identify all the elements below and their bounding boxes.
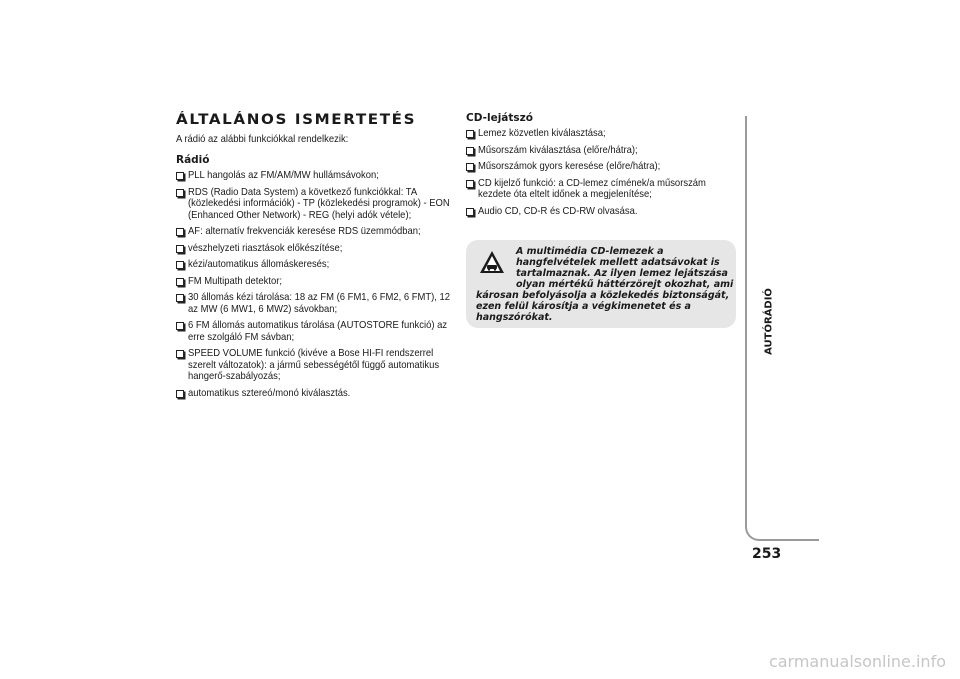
list-item-text: Műsorszám kiválasztása (előre/hátra); [478,143,638,156]
list-item [176,388,452,400]
list-item-text: SPEED VOLUME funkció (kivéve a Bose HI-FI rendszerrel szerelt változatok): a jármű sebességétől függő automatikus hangerő-szabályozás; [188,347,440,382]
list-item [176,276,452,288]
warning-text: A multimédia CD-lemezek a hangfelvételek mellett adatsávokat is tartalmaznak. Az ilyen lemez lejátszása olyan mértékű háttérzörejt okozhat, ami károsan befolyásolja a közlekedés biztonságát, ezen felül károsítja a végkimenetet és a hangszórókat. [476,246,734,323]
cd-subheading: CD-lejátszó [466,112,533,124]
list-item-text: Audio CD, CD-R és CD-RW olvasása. [478,204,638,217]
list-item [176,320,452,343]
list-item-text: automatikus sztereó/monó kiválasztás. [188,386,351,399]
watermark: carmanualsonline.info [768,652,946,671]
checkbox-bullet-icon [466,130,474,138]
checkbox-bullet-icon [176,261,184,269]
checkbox-bullet-icon [466,147,474,155]
checkbox-bullet-icon [176,189,184,197]
list-item [176,170,452,182]
radio-feature-list [176,170,452,399]
list-item [176,259,452,271]
checkbox-bullet-icon [176,278,184,286]
list-item [176,226,452,238]
radio-subheading: Rádió [176,154,210,166]
list-item-text: FM Multipath detektor; [188,274,283,287]
list-item [176,292,452,315]
warning-box [466,240,736,328]
side-tab-label: AUTÓRÁDIÓ [763,288,775,355]
checkbox-bullet-icon [176,322,184,330]
list-item-text: CD kijelző funkció: a CD-lemez címének/a műsorszám kezdete óta eltelt időnek a megjelenítése; [478,176,706,200]
list-item [176,348,452,383]
page-number: 253 [752,546,782,562]
list-item-text: 30 állomás kézi tárolása: 18 az FM (6 FM1, 6 FM2, 6 FMT), 12 az MW (6 MW1, 6 MW2) sávokban; [188,291,451,315]
intro-text: A rádió az alábbi funkciókkal rendelkezik: [176,133,349,145]
checkbox-bullet-icon [176,350,184,358]
page-heading: ÁLTALÁNOS ISMERTETÉS [176,112,417,128]
list-item-text: Műsorszámok gyors keresése (előre/hátra); [478,160,661,172]
right-column [466,112,738,222]
list-item [466,178,738,201]
list-item-text: AF: alternatív frekvenciák keresése RDS üzemmódban; [188,225,421,237]
list-item [466,145,738,157]
checkbox-bullet-icon [466,180,474,188]
checkbox-bullet-icon [176,245,184,253]
list-item-text: 6 FM állomás automatikus tárolása (AUTOSTORE funkció) az erre szolgáló FM sávban; [188,319,448,343]
list-item-text: PLL hangolás az FM/AM/MW hullámsávokon; [188,169,379,181]
list-item-text: vészhelyzeti riasztások előkészítése; [188,241,343,254]
checkbox-bullet-icon [466,163,474,171]
checkbox-bullet-icon [176,294,184,302]
cd-feature-list [466,128,738,217]
left-column [176,112,452,404]
list-item [176,243,452,255]
checkbox-bullet-icon [176,172,184,180]
checkbox-bullet-icon [466,208,474,216]
checkbox-bullet-icon [176,228,184,236]
list-item [466,206,738,218]
list-item-text: RDS (Radio Data System) a következő funkciókkal: TA (közlekedési információk) - TP (közlekedési programok) - EON (Enhanced Other Network) - REG (helyi adók vétele); [188,185,450,221]
list-item [466,128,738,140]
checkbox-bullet-icon [176,390,184,398]
side-tab-border [745,116,819,541]
list-item [176,187,452,222]
list-item [466,161,738,173]
list-item-text: Lemez közvetlen kiválasztása; [478,127,606,139]
list-item-text: kézi/automatikus állomáskeresés; [188,258,330,270]
